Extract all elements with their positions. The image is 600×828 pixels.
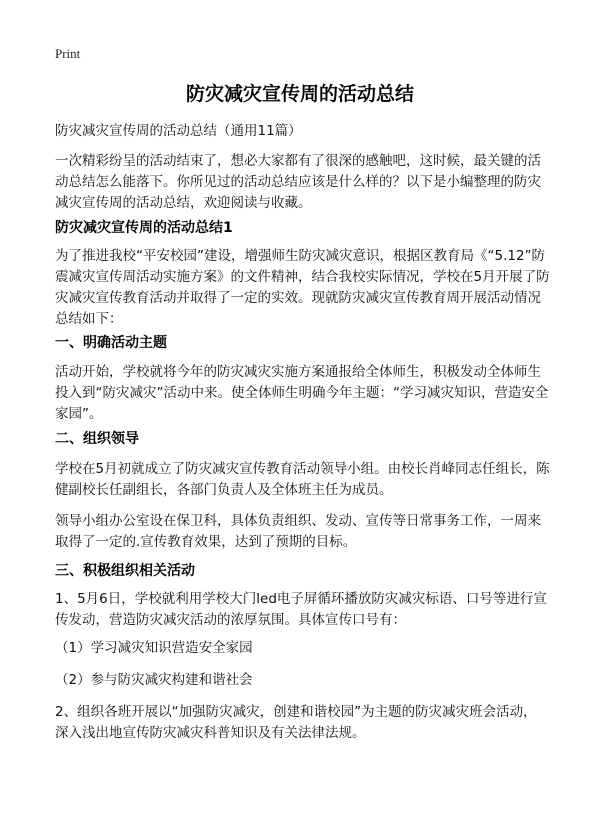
subtitle-paragraph: 防灾减灾宣传周的活动总结（通用11篇）	[55, 123, 302, 139]
paragraph-led-screen: 1、5月6日，学校就利用学校大门led电子屏循环播放防灾减灾标语、口号等进行宣传发动，营造防灾减灾活动的浓厚氛围。具体宣传口号有：	[55, 591, 547, 628]
page-title: 防灾减灾宣传周的活动总结	[185, 83, 414, 105]
slogan-1: （1）学习减灾知识营造安全家园	[55, 640, 253, 656]
paragraph-organization: 学校在5月初就成立了防灾减灾宣传教育活动领导小组。由校长肖峰同志任组长，陈健副校长任副组长，各部门负责人及全体班主任为成员。	[55, 461, 550, 498]
paragraph-class-meeting: 2、组织各班开展以“加强防灾减灾，创建和谐校园”为主题的防灾减灾班会活动，深入浅出地宣传防灾减灾科普知识及有关法律法规。	[55, 704, 537, 741]
heading-activities: 三、积极组织相关活动	[55, 563, 195, 579]
intro-paragraph: 一次精彩纷呈的活动结束了，想必大家都有了很深的感触吧，这时候，最关键的活动总结怎么能落下。你所见过的活动总结应该是什么样的？以下是小编整理的防灾减灾宣传周的活动总结，欢迎阅读与收藏。	[55, 153, 541, 211]
heading-organization: 二、组织领导	[55, 431, 139, 447]
slogan-2: （2）参与防灾减灾构建和谐社会	[55, 672, 253, 688]
paragraph-office: 领导小组办公室设在保卫科，具体负责组织、发动、宣传等日常事务工作，一周来取得了一定的.宣传教育效果，达到了预期的目标。	[55, 513, 541, 550]
section-1-paragraph: 为了推进我校“平安校园”建设，增强师生防灾减灾意识，根据区教育局《“5.12”防震减灾宣传周活动实施方案》的文件精神，结合我校实际情况，学校在5月开展了防灾减灾宣传教育活动并取得了一定的实效。现就防灾减灾宣传教育周开展活动情况总结如下：	[55, 248, 550, 327]
section-1-title: 防灾减灾宣传周的活动总结1	[55, 220, 233, 236]
print-link[interactable]: Print	[55, 46, 81, 61]
heading-clarify-theme: 一、明确活动主题	[55, 335, 167, 351]
paragraph-clarify-theme: 活动开始，学校就将今年的防灾减灾实施方案通报给全体师生，积极发动全体师生投入到“防灾减灾”活动中来。使全体师生明确今年主题：“学习减灾知识，营造安全家园”。	[55, 364, 549, 422]
